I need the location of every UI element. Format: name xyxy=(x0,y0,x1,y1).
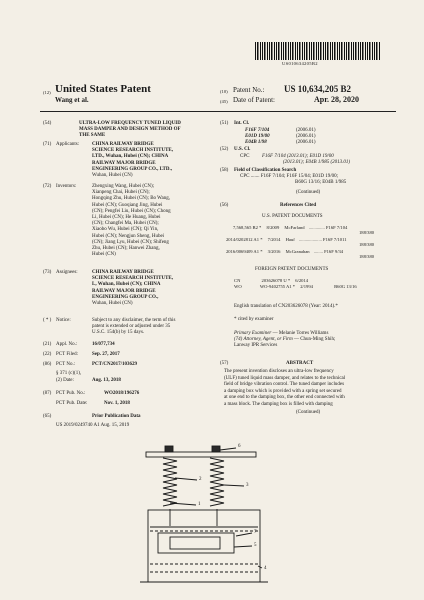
leader-3 xyxy=(224,485,244,486)
inventor-line: Zhengxing Wang, Hubei (CN); xyxy=(92,184,154,189)
doc-class: B60G 13/16 xyxy=(334,284,357,289)
translation-note: English translation of CN203626078 (Year: 2014).* xyxy=(234,304,338,309)
title-line: ULTRA-LOW FREQUENCY TUNED LIQUID xyxy=(79,121,181,126)
assignee-line: CHINA RAILWAY BRIDGE xyxy=(92,270,154,275)
us-doc-row: 7,568,565 B2 * 8/2009 McFarland .............. F16F 7/104 xyxy=(233,225,348,230)
code-notice: ( * ) xyxy=(43,318,52,323)
notice-line: Subject to any disclaimer, the term of this xyxy=(92,318,176,323)
applicants-label: Applicants: xyxy=(56,142,80,147)
code-21: (21) xyxy=(43,342,52,347)
figure-label: 3 xyxy=(246,483,249,488)
patent-number: US 10,634,205 B2 xyxy=(284,84,352,94)
code-10: (10) xyxy=(220,89,228,94)
figure-label: 1 xyxy=(198,502,201,507)
doc-date: 2/1994 xyxy=(300,284,313,289)
doc-number: 2014/0202812 A1 * xyxy=(226,237,263,242)
code-45: (45) xyxy=(220,99,228,104)
abstract-heading: ABSTRACT xyxy=(286,361,314,366)
inventor-line: Hongqing Zhu, Hubei (CN); Bo Wang, xyxy=(92,196,170,202)
continued-note: (Continued) xyxy=(296,410,321,415)
doc-name: Hauf xyxy=(285,237,295,242)
inventor-line: (CN); Changfei Ma, Hubei (CN); xyxy=(92,221,159,227)
inventor-line: Hubei (CN); Guoqiang Jing, Hubei xyxy=(92,202,163,208)
doc-number: 203626078 U * xyxy=(261,278,291,283)
doc-country: CN xyxy=(234,278,241,283)
doc-subclass: 188/380 xyxy=(359,242,375,247)
notice-label: Notice: xyxy=(56,318,71,323)
leader-5 xyxy=(234,546,252,547)
code-22: (22) xyxy=(43,352,52,357)
abstract-line: (ULF) tuned liquid mass damper, and relates to the technical xyxy=(224,375,346,381)
assignee-line: L, Wuhan, Hubei (CN); CHINA xyxy=(92,282,161,288)
int-cl-year: (2006.01) xyxy=(296,140,316,145)
abstract-line: The present invention discloses an ultra-low frequency xyxy=(224,369,334,374)
applicant-line: CHINA RAILWAY BRIDGE xyxy=(92,142,154,147)
examiner-value: — Melanie Torres Williams xyxy=(272,331,329,336)
document-title: United States Patent xyxy=(55,83,151,95)
doc-date: 3/2016 xyxy=(267,249,281,254)
us-docs-heading: U.S. PATENT DOCUMENTS xyxy=(262,214,323,219)
code-58: (58) xyxy=(220,168,229,173)
doc-number: 7,568,565 B2 * xyxy=(233,225,262,230)
doc-country: WO xyxy=(234,284,242,289)
int-cl-code: E01D 19/00 xyxy=(245,134,270,139)
title-line: MASS DAMPER AND DESIGN METHOD OF xyxy=(79,127,181,133)
figure-label: 6 xyxy=(238,444,241,449)
left-spring xyxy=(163,458,177,506)
pct-filed-value: Sep. 27, 2017 xyxy=(92,352,120,357)
inventor-line: Zhu, Hubei (CN); Hanwei Zhang, xyxy=(92,246,160,252)
abstract-line: a damping box which is provided with a spring set secured xyxy=(224,388,342,394)
cpc-line: F16F 7/104 (2013.01); E01D 19/00 xyxy=(262,154,334,159)
abstract-line: at one end to the damping box, the other end connected with xyxy=(224,395,345,401)
code-51: (51) xyxy=(220,121,229,126)
doc-date: 6/2014 xyxy=(295,278,309,283)
inventor-short: Wang et al. xyxy=(55,96,89,104)
notice-line: U.S.C. 154(b) by 15 days. xyxy=(92,330,145,336)
code-86: (86) xyxy=(43,362,52,367)
foreign-docs-heading: FOREIGN PATENT DOCUMENTS xyxy=(255,267,329,272)
appl-no-value: 16/077,734 xyxy=(92,342,115,347)
field-line: CPC ....... F16F 7/104; F16F 15/04; E01D 19/00; xyxy=(240,174,339,179)
figure-label: 5 xyxy=(254,543,257,548)
figure-label: 7 xyxy=(254,530,257,535)
continued-note: (Continued) xyxy=(296,190,321,195)
us-doc-row: 2014/0202812 A1 * 7/2014 Hauf .................... F16F 7/1011 xyxy=(226,237,347,242)
attorney-label: (74) Attorney, Agent, or Firm xyxy=(234,337,293,342)
pct-no-label: PCT No.: xyxy=(56,362,76,367)
int-cl-year: (2006.01) xyxy=(296,128,316,133)
code-72: (72) xyxy=(43,184,52,189)
code-54: (54) xyxy=(43,121,52,126)
applicant-line: LTD., Wuhan, Hubei (CN); CHINA xyxy=(92,154,169,160)
assignee-line: Wuhan, Hubei (CN) xyxy=(92,301,133,307)
pct-pub-no-value: WO2018/196276 xyxy=(104,391,140,396)
int-cl-heading: Int. Cl. xyxy=(234,121,250,126)
inventor-line: Hubei (CN); Nengjun Sheng, Hubei xyxy=(92,233,165,239)
cpc-line: (2013.01); E04B 1/985 (2013.01) xyxy=(283,160,351,165)
code-71: (71) xyxy=(43,142,52,147)
left-mount xyxy=(165,446,173,452)
doc-subclass: 188/380 xyxy=(359,254,375,259)
doc-class: F16F 7/104 xyxy=(325,225,348,230)
applicant-line: RAILWAY MAJOR BRIDGE xyxy=(92,160,156,166)
notice-line: patent is extended or adjusted under 35 xyxy=(92,324,171,330)
examiner-label: Primary Examiner xyxy=(234,331,272,336)
doc-date: 7/2014 xyxy=(267,237,281,242)
refs-heading: References Cited xyxy=(280,203,317,208)
doc-number: 2016/0069409 A1 * xyxy=(226,249,263,254)
code-57: (57) xyxy=(220,361,229,366)
int-cl-year: (2006.01) xyxy=(296,134,316,139)
code-56: (56) xyxy=(220,203,229,208)
doc-subclass: 188/380 xyxy=(359,230,375,235)
appl-no-label: Appl. No.: xyxy=(56,342,78,347)
doc-class: F16F 9/34 xyxy=(324,249,344,254)
assignees-label: Assignees: xyxy=(56,270,78,275)
applicant-line: ENGINEERING GROUP CO., LTD., xyxy=(92,166,172,172)
pct-pub-date-label: PCT Pub. Date: xyxy=(56,401,88,406)
code-87: (87) xyxy=(43,391,52,396)
figure-label: 4 xyxy=(264,566,267,571)
inventor-line: Hubei (CN) xyxy=(92,252,116,258)
patent-date: Apr. 28, 2020 xyxy=(314,95,360,104)
mass-block xyxy=(158,533,234,553)
s371-date-label: (2) Date: xyxy=(56,378,74,383)
applicant-line: SCIENCE RESEARCH INSTITUTE, xyxy=(92,148,173,154)
attorney-firm: Lanway IPR Services xyxy=(234,343,278,348)
title-line: THE SAME xyxy=(79,133,106,139)
date-label: Date of Patent: xyxy=(233,96,275,104)
code-52: (52) xyxy=(220,147,229,152)
int-cl-code: F16F 7/104 xyxy=(245,128,270,133)
abstract-line: a mass block. The damping box is filled with damping xyxy=(224,401,333,407)
us-cl-heading: U.S. Cl. xyxy=(234,147,251,152)
prior-pub-heading: Prior Publication Data xyxy=(92,414,141,419)
figure-label: 2 xyxy=(199,477,202,482)
code-12: (12) xyxy=(43,90,51,95)
code-65: (65) xyxy=(43,414,52,419)
field-heading: Field of Classification Search xyxy=(234,168,297,173)
applicant-line: Wuhan, Hubei (CN) xyxy=(92,173,133,179)
abstract-line: field of bridge vibration control. The tuned damper includes xyxy=(224,382,345,388)
inventor-line: Xianpeng Chai, Hubei (CN); xyxy=(92,190,150,196)
patent-no-label: Patent No.: xyxy=(233,86,265,94)
cited-note: * cited by examiner xyxy=(234,317,274,322)
doc-class: F16F 7/1011 xyxy=(323,237,347,242)
us-doc-row: 2016/0069409 A1 * 3/2016 McGranahan ........ F16F 9/34 xyxy=(226,249,344,254)
s371-date-value: Aug. 13, 2018 xyxy=(92,378,121,383)
leader-2 xyxy=(175,478,197,480)
pct-no-value: PCT/CN2017/103629 xyxy=(92,362,137,367)
inventors-label: Inventors: xyxy=(56,184,77,189)
field-line: B60G 13/16; E04B 1/985 xyxy=(295,180,347,185)
top-plate xyxy=(146,452,256,457)
inventor-line: (CN); Pengfei Liu, Hubei (CN); Chong xyxy=(92,208,171,214)
assignee-line: SCIENCE RESEARCH INSTITUTE, xyxy=(92,276,173,282)
assignee-line: ENGINEERING GROUP CO., xyxy=(92,294,159,300)
leader-6 xyxy=(220,448,236,450)
doc-date: 8/2009 xyxy=(266,225,280,230)
s371-label: § 371 (c)(1), xyxy=(56,371,82,376)
right-mount xyxy=(212,446,220,452)
pct-pub-no-label: PCT Pub. No.: xyxy=(56,391,86,396)
barcode-number: US010634205B2 xyxy=(282,61,318,66)
prior-pub-row: US 2019/0249740 A1 Aug. 15, 2019 xyxy=(56,423,130,428)
right-spring xyxy=(210,458,224,506)
leader-7 xyxy=(236,533,252,536)
int-cl-code: E04B 1/98 xyxy=(245,140,267,145)
inventor-line: Li, Hubei (CN); He Huang, Hubei xyxy=(92,215,161,221)
pct-filed-label: PCT Filed: xyxy=(56,352,78,357)
cpc-label: CPC xyxy=(240,154,250,159)
pct-pub-date-value: Nov. 1, 2018 xyxy=(104,401,130,406)
doc-name: McGranahan xyxy=(285,249,310,254)
inventor-line: (CN); Jiang Lyu, Hubei (CN); Shifeng xyxy=(92,239,169,245)
code-73: (73) xyxy=(43,270,52,275)
assignee-line: RAILWAY MAJOR BRIDGE xyxy=(92,288,156,294)
inventor-line: Xiaobo Wu, Hubei (CN); Qi Yin, xyxy=(92,227,159,233)
doc-number: WO-9402755 A1 * xyxy=(259,284,296,289)
doc-name: McFarland xyxy=(284,225,305,230)
attorney-value: — Chun-Ming Shih; xyxy=(293,337,336,342)
